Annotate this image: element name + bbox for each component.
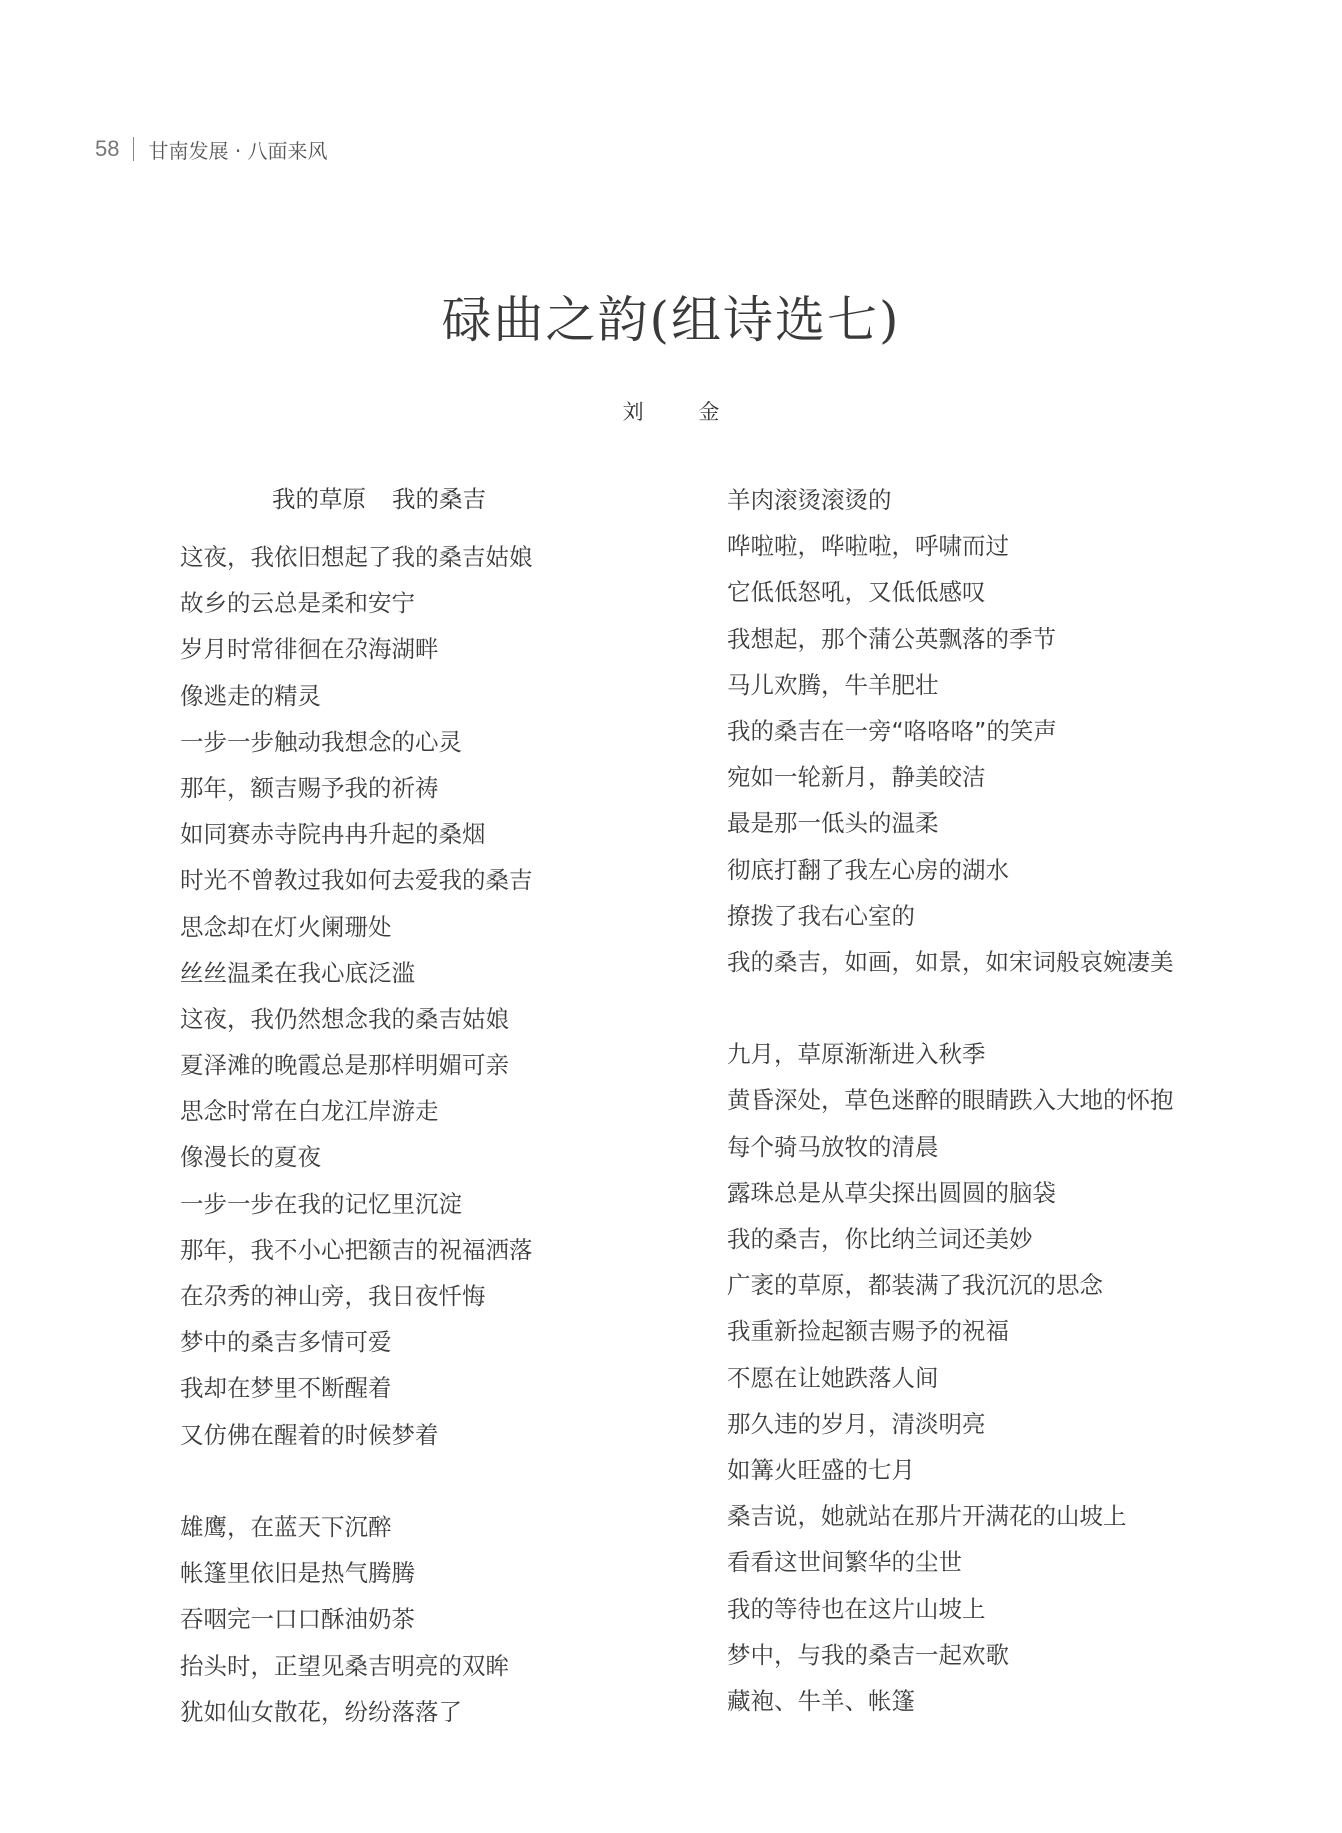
poem-line: 哗啦啦，哗啦啦，呼啸而过 <box>727 532 1009 561</box>
poem-line: 在尕秀的神山旁，我日夜忏悔 <box>180 1282 486 1310</box>
poem-line: 羊肉滚烫滚烫的 <box>727 486 892 514</box>
stanza-break <box>180 1458 700 1504</box>
poem-line: 思念却在灯火阑珊处 <box>180 912 392 941</box>
poem-line: 梦中，与我的桑吉一起欢歌 <box>727 1640 1009 1669</box>
poem-line: 雄鹰，在蓝天下沉醉 <box>180 1512 392 1541</box>
poem-line: 一步一步触动我想念的心灵 <box>180 727 462 756</box>
poem-line: 不愿在让她跌落人间 <box>727 1363 939 1392</box>
poem-line: 我重新捡起额吉赐予的祝福 <box>727 1317 1009 1346</box>
poem-line: 像漫长的夏夜 <box>180 1143 321 1172</box>
poem-line: 桑吉说，她就站在那片开满花的山坡上 <box>727 1502 1127 1531</box>
poem-line: 那久违的岁月，清淡明亮 <box>727 1409 986 1438</box>
poem-line: 马儿欢腾，牛羊肥壮 <box>727 670 939 699</box>
poem-line: 犹如仙女散花，纷纷落落了 <box>180 1697 462 1726</box>
poem-line: 我想起，那个蒲公英飘落的季节 <box>727 624 1056 653</box>
poem-line: 如同赛赤寺院冉冉升起的桑烟 <box>180 820 486 849</box>
poem-line: 故乡的云总是柔和安宁 <box>180 589 415 618</box>
left-stanza-2 <box>180 1504 700 1735</box>
poem-subtitle-part-b: 我的桑吉 <box>392 485 486 513</box>
poem-line: 彻底打翻了我左心房的湖水 <box>727 855 1009 884</box>
stanza-break <box>727 985 1287 1031</box>
poem-line: 岁月时常徘徊在尕海湖畔 <box>180 635 439 664</box>
poem-line: 黄昏深处，草色迷醉的眼睛跌入大地的怀抱 <box>727 1086 1174 1115</box>
left-stanza-1 <box>180 534 700 1458</box>
poem-line: 我的等待也在这片山坡上 <box>727 1594 986 1623</box>
poem-line: 夏泽滩的晚霞总是那样明媚可亲 <box>180 1051 509 1080</box>
poem-line: 九月，草原渐渐进入秋季 <box>727 1040 986 1069</box>
right-column <box>727 477 1287 1724</box>
right-stanza-1 <box>727 477 1287 985</box>
poem-line: 我的桑吉，你比纳兰词还美妙 <box>727 1225 1033 1253</box>
section-name: 甘南发展 · 八面来风 <box>148 138 328 163</box>
poem-line: 每个骑马放牧的清晨 <box>727 1132 939 1161</box>
poem-line: 丝丝温柔在我心底泛滥 <box>180 958 415 987</box>
poem-line: 又仿佛在醒着的时候梦着 <box>180 1420 439 1449</box>
poem-line: 抬头时，正望见桑吉明亮的双眸 <box>180 1651 509 1680</box>
poem-subtitle <box>180 476 700 522</box>
poem-line: 那年，我不小心把额吉的祝福洒落 <box>180 1235 533 1264</box>
poem-line: 那年，额吉赐予我的祈祷 <box>180 773 439 802</box>
poem-line: 藏袍、牛羊、帐篷 <box>727 1686 915 1715</box>
poem-line: 露珠总是从草尖探出圆圆的脑袋 <box>727 1178 1056 1207</box>
poem-line: 我的桑吉在一旁“咯咯咯”的笑声 <box>727 716 1057 745</box>
poem-line: 时光不曾教过我如何去爱我的桑吉 <box>180 866 533 895</box>
poem-line: 思念时常在白龙江岸游走 <box>180 1097 439 1126</box>
poem-line: 这夜，我仍然想念我的桑吉姑娘 <box>180 1004 509 1033</box>
poem-line: 看看这世间繁华的尘世 <box>727 1548 962 1577</box>
poem-line: 一步一步在我的记忆里沉淀 <box>180 1189 462 1218</box>
poem-line: 最是那一低头的温柔 <box>727 809 939 838</box>
poem-line: 我却在梦里不断醒着 <box>180 1374 392 1403</box>
poem-line: 宛如一轮新月，静美皎洁 <box>727 763 986 792</box>
poem-line: 像逃走的精灵 <box>180 681 321 710</box>
running-head <box>95 132 328 166</box>
poem-line: 梦中的桑吉多情可爱 <box>180 1328 392 1357</box>
poem-line: 它低低怒吼，又低低感叹 <box>727 578 986 607</box>
article-title: 碌曲之韵(组诗选七) <box>441 291 901 349</box>
right-stanza-2 <box>727 1031 1287 1724</box>
poem-line: 帐篷里依旧是热气腾腾 <box>180 1559 415 1588</box>
left-column <box>180 476 700 1735</box>
header-divider <box>133 137 134 161</box>
page-number: 58 <box>95 136 120 161</box>
article-author: 刘 金 <box>622 400 744 424</box>
poem-line: 广袤的草原，都装满了我沉沉的思念 <box>727 1271 1103 1300</box>
poem-line: 我的桑吉，如画，如景，如宋词般哀婉凄美 <box>727 947 1174 976</box>
poem-line: 撩拨了我右心室的 <box>727 901 915 930</box>
poem-line: 吞咽完一口口酥油奶茶 <box>180 1605 415 1634</box>
poem-line: 这夜，我依旧想起了我的桑吉姑娘 <box>180 543 533 571</box>
poem-subtitle-part-a: 我的草原 <box>272 485 366 513</box>
poem-line: 如篝火旺盛的七月 <box>727 1455 915 1484</box>
